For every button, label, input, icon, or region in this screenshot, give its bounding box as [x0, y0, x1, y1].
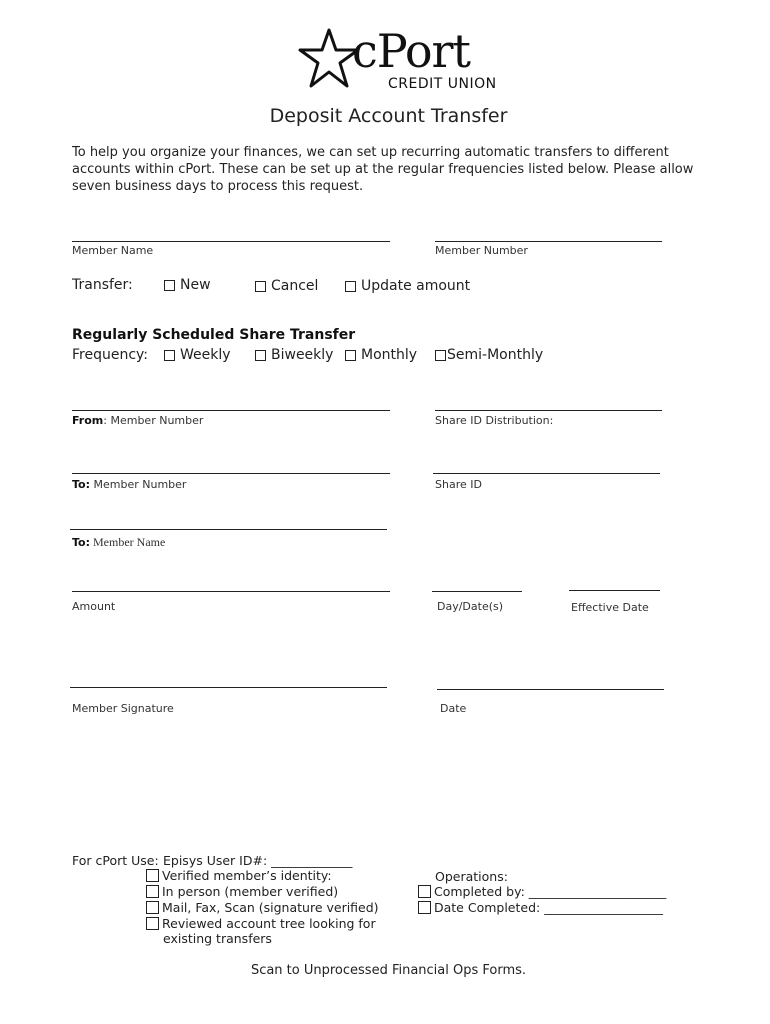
checkbox-icon [435, 350, 446, 361]
member-signature-label: Member Signature [72, 702, 174, 715]
checkbox-icon [418, 901, 431, 914]
checkbox-icon [255, 281, 266, 292]
to-member-number-label: To: Member Number [72, 478, 187, 491]
reviewed-account-tree-checkbox[interactable]: Reviewed account tree looking for [146, 916, 376, 931]
date-completed-checkbox[interactable]: Date Completed: ___________________ [418, 900, 663, 915]
member-number-label: Member Number [435, 244, 528, 257]
to-member-name-line[interactable] [70, 529, 387, 530]
effective-date-label: Effective Date [571, 601, 649, 614]
member-name-line[interactable] [72, 241, 390, 242]
checkbox-icon [146, 885, 159, 898]
verified-identity-checkbox[interactable]: Verified member’s identity: [146, 868, 332, 883]
frequency-semimonthly-checkbox[interactable]: Semi-Monthly [435, 347, 543, 363]
checkbox-icon [164, 350, 175, 361]
amount-line[interactable] [72, 591, 390, 592]
day-dates-line[interactable] [432, 591, 522, 592]
checkbox-icon [146, 917, 159, 930]
from-member-number-line[interactable] [72, 410, 390, 411]
share-id-label: Share ID [435, 478, 482, 491]
logo-wordmark: cPort [352, 24, 471, 78]
footer-note: Scan to Unprocessed Financial Ops Forms. [250, 963, 527, 978]
frequency-monthly-checkbox[interactable]: Monthly [345, 347, 417, 363]
in-person-checkbox[interactable]: In person (member verified) [146, 884, 338, 899]
member-name-label: Member Name [72, 244, 154, 257]
operations-label: Operations: [435, 869, 508, 884]
amount-label: Amount [72, 600, 116, 613]
share-id-line[interactable] [433, 473, 660, 474]
frequency-weekly-checkbox[interactable]: Weekly [164, 347, 231, 363]
schedule-heading: Regularly Scheduled Share Transfer [72, 327, 356, 343]
intro-paragraph: To help you organize your finances, we can set up recurring automatic transfers to different accounts within cPort. These can be set up at the regular frequencies listed below. Please allow seven business days to process this request. [72, 145, 694, 194]
transfer-new-checkbox[interactable]: New [164, 277, 211, 293]
episys-user-id-field[interactable]: Episys User ID#: _____________ [163, 853, 353, 868]
checkbox-icon [345, 350, 356, 361]
checkbox-icon [164, 280, 175, 291]
effective-date-line[interactable] [569, 590, 660, 591]
checkbox-icon [146, 901, 159, 914]
to-member-name-label: To: Member Name [72, 535, 166, 549]
member-signature-line[interactable] [70, 687, 387, 688]
frequency-biweekly-checkbox[interactable]: Biweekly [255, 347, 333, 363]
mail-fax-scan-checkbox[interactable]: Mail, Fax, Scan (signature verified) [146, 900, 379, 915]
completed-by-checkbox[interactable]: Completed by: ______________________ [418, 884, 666, 899]
frequency-label: Frequency: [72, 347, 149, 363]
transfer-label: Transfer: [72, 277, 133, 293]
checkbox-icon [345, 281, 356, 292]
share-id-distribution-label: Share ID Distribution: [435, 414, 554, 427]
transfer-cancel-checkbox[interactable]: Cancel [255, 278, 318, 294]
cport-use-label: For cPort Use: [72, 853, 159, 868]
reviewed-account-tree-continued: existing transfers [163, 931, 272, 946]
logo-subtitle: CREDIT UNION [388, 76, 497, 92]
checkbox-icon [255, 350, 266, 361]
day-dates-label: Day/Date(s) [437, 600, 504, 613]
date-line[interactable] [437, 689, 664, 690]
to-member-number-line[interactable] [72, 473, 390, 474]
checkbox-icon [146, 869, 159, 882]
member-number-line[interactable] [435, 241, 662, 242]
from-member-number-label: From: Member Number [72, 414, 204, 427]
transfer-update-amount-checkbox[interactable]: Update amount [345, 278, 470, 294]
checkbox-icon [418, 885, 431, 898]
page-title: Deposit Account Transfer [269, 105, 508, 127]
date-label: Date [440, 702, 467, 715]
share-id-distribution-line[interactable] [435, 410, 662, 411]
